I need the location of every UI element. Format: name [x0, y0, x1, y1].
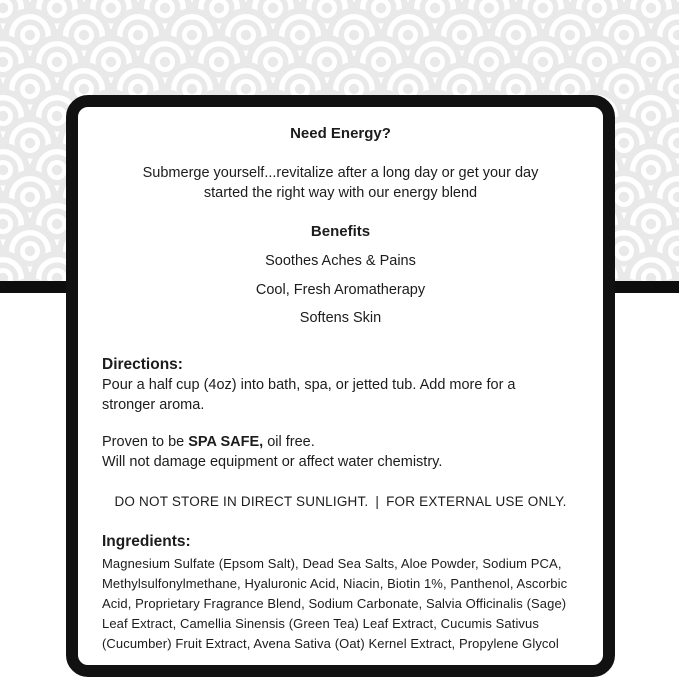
directions-title: Directions: [102, 356, 183, 373]
warning-right: FOR EXTERNAL USE ONLY. [386, 494, 567, 509]
spa-safe-line [102, 432, 315, 452]
benefit-item: Cool, Fresh Aromatherapy [255, 282, 426, 298]
ingredients-line: Magnesium Sulfate (Epsom Salt), Dead Sea Salts, Aloe Powder, Sodium PCA, [102, 556, 562, 571]
intro-line: Submerge yourself...revitalize after a long day or get your day [142, 165, 539, 181]
benefit-item: Softens Skin [299, 310, 382, 326]
benefits-title: Benefits [310, 223, 371, 240]
warning-separator: | [375, 494, 380, 509]
label-card [66, 95, 615, 677]
spa-safe-bold: SPA SAFE, [188, 434, 264, 450]
storage-warning [78, 492, 603, 512]
ingredients-line: Acid, Proprietary Fragrance Blend, Sodium Carbonate, Salvia Officinalis (Sage) [102, 596, 567, 611]
directions-line: stronger aroma. [102, 397, 205, 413]
ingredients-line: Methylsulfonylmethane, Hyaluronic Acid, Niacin, Biotin 1%, Panthenol, Ascorbic [102, 576, 568, 591]
benefit-item: Soothes Aches & Pains [265, 253, 416, 269]
spa-safe-prefix: Proven to be [102, 434, 189, 450]
equipment-line: Will not damage equipment or affect water chemistry. [102, 454, 443, 470]
intro-line: started the right way with our energy blend [203, 185, 478, 201]
heading-need-energy: Need Energy? [290, 125, 391, 142]
ingredients-line: (Cucumber) Fruit Extract, Avena Sativa (Oat) Kernel Extract, Propylene Glycol [102, 636, 559, 651]
ingredients-line: Leaf Extract, Camellia Sinensis (Green Tea) Leaf Extract, Cucumis Sativus [102, 616, 539, 631]
directions-line: Pour a half cup (4oz) into bath, spa, or jetted tub. Add more for a [102, 377, 516, 393]
ingredients-title: Ingredients: [102, 533, 191, 550]
warning-left: DO NOT STORE IN DIRECT SUNLIGHT. [114, 494, 369, 509]
spa-safe-suffix: oil free. [263, 434, 315, 450]
